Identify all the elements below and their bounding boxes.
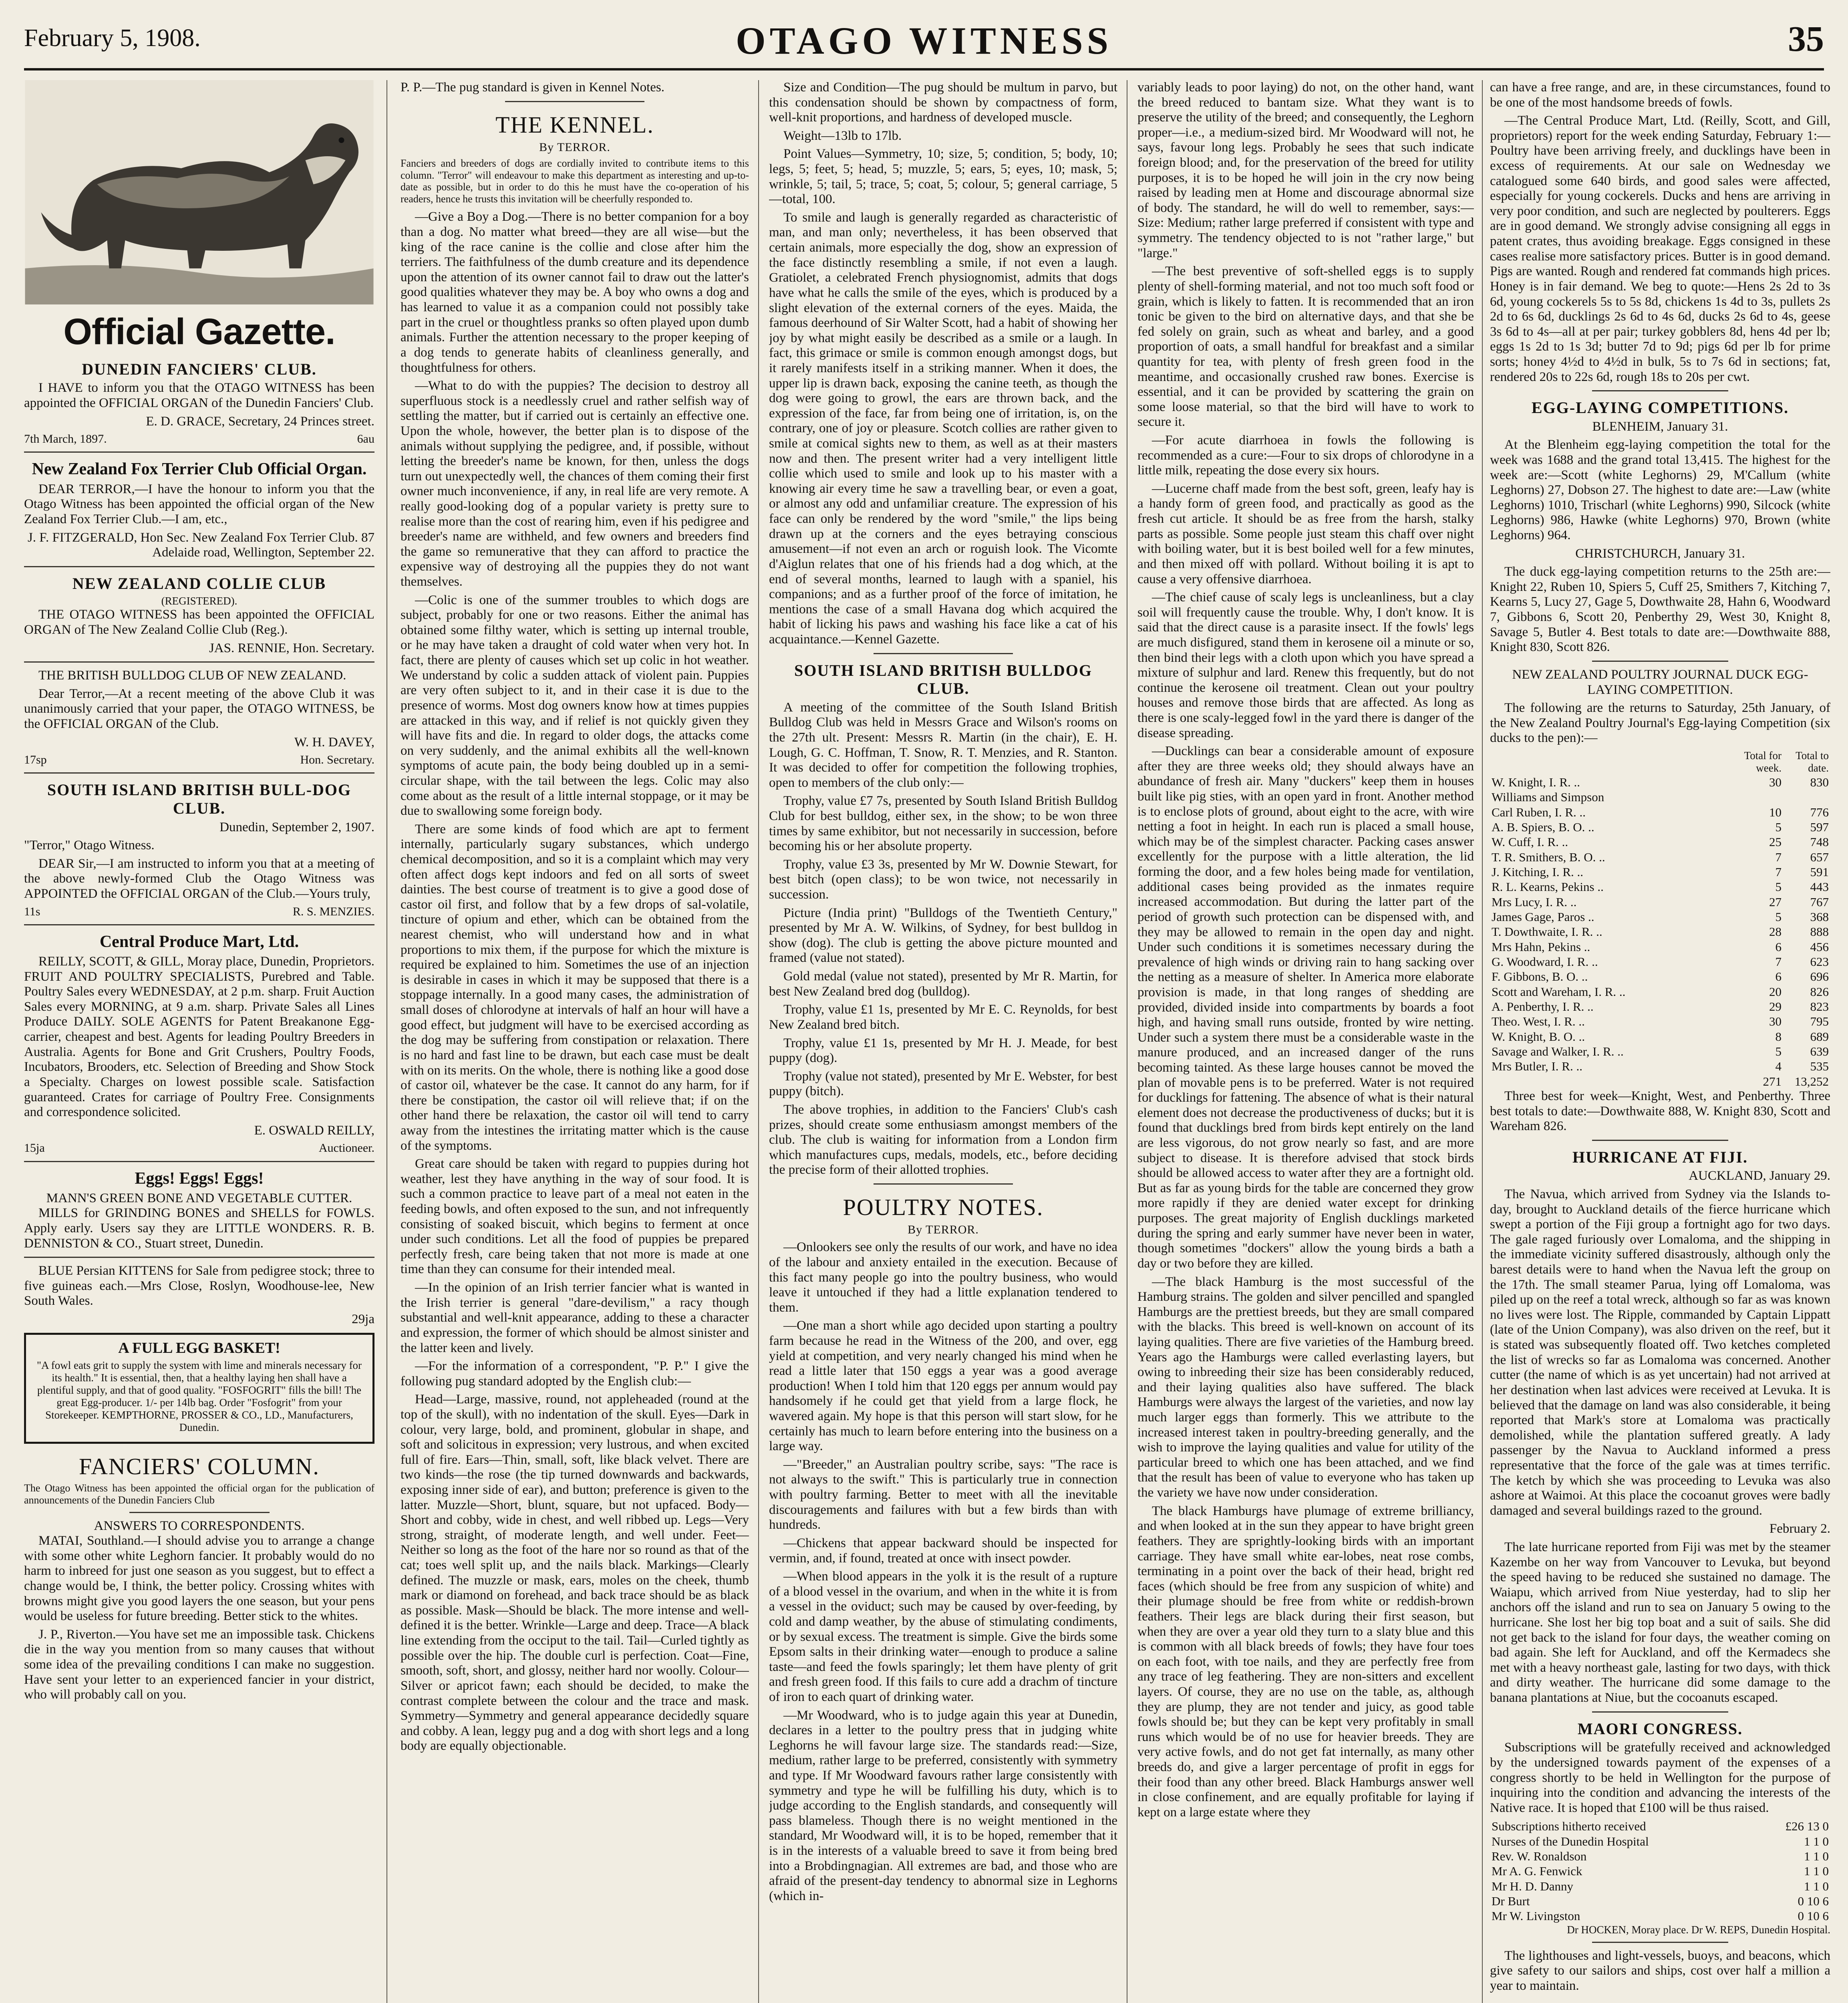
table-row [1490,1014,1830,1029]
poultry-paragraph: The black Hamburgs have plumage of extreme brilliancy, and when looked at in the sun they appear to have bright green feathers. They are sprightly-looking birds with an important carriage. They have small white ear-lobes, neat rose combs, terminating in a point over the back of their head, bright red faces (which should be free from any suspicion of white) and their plumage should be free from white or reddish-brown feathers. Their legs are black during their first season, but when they are over a year old they turn to a slaty blue and this is common with all black breeds of fowls; they have four toes on each foot, with toe nails, and they are perfectly free from any trace of leg feathering. They are non-sitters and excellent layers. Of course, they are no use on the table, as, although they are plump, they are not tender and juicy, as good table fowls should be; but they can be kept very profitably in small runs which would be of no use for heavier breeds. They are very active fowls, and do not get fat internally, as many other breeds do, and give a larger percentage of profit in eggs for their food than any other breed. Black Hamburgs answer well in close confinement, and are equally profitable for laying if kept on a large estate where they [1137,1503,1474,1820]
dunedin-fanciers-notice: I HAVE to inform you that the OTAGO WITNESS has been appointed the OFFICIAL ORGAN of the Dunedin Fanciers' Club. [24,381,374,411]
hurricane-heading: HURRICANE AT FIJI. [1572,1148,1748,1166]
table-body [1490,775,1830,1074]
week-total: 28 [1769,925,1782,939]
si-bulldog-heading: SOUTH ISLAND BRITISH BULL-DOG CLUB. [47,781,352,818]
poultry-paragraph: variably leads to poor laying) do not, on the other hand, want the breed reduced to bantam size. What they want is to preserve the utility of the breed; and consequently, the Leghorn proper—i.e., a medium-sized bird. Mr Woodward will not, he says, favour long legs. Probably he sees that such indicate foreign blood; and, for the preservation of the breed for utility purposes, it is to be hoped he will join in the cry now being raised by leading men at Home and discourage abnormal size of body. The standard, he will do well to remember, says:—Size: Medium; rather large preferred if consistent with type and symmetry. The tendency objected to is not "rather large," but "large." [1137,80,1474,260]
date-total: 826 [1810,984,1829,999]
fanciers-column-heading: FANCIERS' COLUMN. [79,1453,320,1480]
subscription-amount: 1 1 0 [1804,1879,1829,1893]
kennel-notice: Fanciers and breeders of dogs are cordially invited to contribute items to this column. "Terror" will endeavour to make this department as interesting and up-to-date as possible, but in order to do this he must have the co-operation of his readers, hence he trusts this invitation will be cheerfully responded to. [401,157,749,205]
subscriber-name: Rev. W. Ronaldson [1492,1849,1587,1863]
date-total: 443 [1810,880,1829,894]
subscription-amount: £26 13 0 [1785,1819,1829,1834]
column-rule [758,80,759,2003]
table-row [1490,924,1830,939]
column-3 [769,80,1117,2003]
collie-club-registered: (REGISTERED). [161,595,238,607]
lighthouse-paragraph: The lighthouses and light-vessels, buoys, and beacons, which give safety to our sailors and ships, cost over half a million a year to maintain. [1490,1948,1830,1993]
collie-dog-image [24,80,374,304]
divider [874,653,1013,654]
insertion-code: 6au [357,432,374,446]
competitor-name: W. Cuff, I. R. .. [1492,835,1568,849]
insertion-code: 11s [24,905,40,918]
week-total: 30 [1769,1014,1782,1029]
poultry-notes-heading: POULTRY NOTES. [843,1194,1044,1221]
subscription-row [1490,1849,1830,1864]
hurricane-report-2: The late hurricane reported from Fiji was met by the steamer Kazembe on her way from Vancouver to Levuka, but beyond the speed having to be reduced she sustained no damage. The Waiapu, which arrived from Niue yesterday, had to slip her anchors off the island and run to sea on January 5 owing to the hurricane. She lost her big top boat and a suit of sails. She did not get back to the island for four days, the weather coming on bad again. She left for Auckland, and off the Kermadecs she met with a heavy northeast gale, lasting for two days, with thick and dirty weather. The hurricane did some damage to the banana plantations at Niue, but the cocoanuts escaped. [1490,1540,1830,1705]
answer-matai: MATAI, Southland.—I should advise you to arrange a change with some other white Leghorn fancier. It probably would do no harm to inbreed for just one season as you suggest, but to effect a change would be, I think, the better policy. Crossing whites with browns might give you good layers the one season, but your pens would be useless for future breeding. Better stick to the whites. [24,1533,374,1624]
competitor-name: Scott and Wareham, I. R. .. [1492,984,1626,999]
competitor-name: W. Knight, B. O. .. [1492,1029,1585,1044]
competitor-name: Mrs Hahn, Pekins .. [1492,939,1590,954]
date-total [1783,790,1830,804]
date-total: 748 [1810,835,1829,849]
table-row [1490,790,1830,804]
si-bulldog-footer [24,905,374,919]
poultry-paragraph: can have a free range, and are, in these circumstances, found to be one of the most handsome breeds of fowls. [1490,80,1830,110]
column-5 [1490,80,1830,2003]
competitor-name: A. Penberthy, I. R. .. [1492,999,1594,1014]
week-total: 30 [1769,775,1782,790]
duck-laying-table [1490,749,1830,1089]
date-total: 888 [1810,925,1829,939]
week-total [1736,790,1783,804]
kennel-paragraph: —Colic is one of the summer troubles to which dogs are subject, probably for one or two reasons. Either the animal has obtained some filthy water, which is setting up internal trouble, or he may have taken a draught of cold water when very hot. In fact, there are plenty of causes which set up colic in hot weather. We understand by colic a sudden attack of violent pain. Puppies are very often subject to it, and in their case it is due to the presence of worms. Most dog owners know how at times puppies are attacked in this way, and if relief is not quickly given they will have fits and die. In regard to older dogs, the attacks come on very suddenly, and the animal exhibits all the well-known symptoms of acute pain, the body being doubled up in a semi-circular shape, with the tail between the legs. Colic may also come about as the result of a little internal stoppage, or it may be due to swallowing some foreign body. [401,592,749,818]
kennel-paragraph: To smile and laugh is generally regarded as characteristic of man, and man only; nevertheless, it has been observed that certain animals, more especially the dog, show an expression of the face distinctly resembling a smile, if not even a laugh. Gratiolet, a celebrated French physiognomist, admits that dogs have what he calls the smile of the eyes, which is produced by a slight elevation of the external corners of the eyes. Maida, the famous deerhound of Sir Walter Scott, had a habit of showing her joy by what might easily be described as a smile or a laugh. In fact, this grimace or smile is common enough amongst dogs, but it rarely manifests itself in a striking manner. When it does, the upper lip is drawn back, exposing the canine teeth, as though the dog were going to growl, the ears are thrown back, and the expression of the face, far from being one of irritation, is, on the contrary, one of joy or pleasure. Scotch collies are rather given to smile at comical sights new to them, as well as at their masters now and then. The present writer had a very intelligent little collie which used to smile and look up to his master with a knowing air every time he saw a travelling bear, or even a goat, or almost any odd and unfamiliar creature. The expression of his face can only be rendered by the word "smile," the lips being drawn up at the corners and the eyes betraying conscious amusement—if not even an arch or roguish look. The Vicomte d'Aiglun relates that one of his friends had a dog which, at the end of several months, learned to laugh with a spaniel, his companions; and as a further proof of the force of imitation, he mentions the case of a small Havana dog which acquired the habit of licking his paws and washing his face like a cat of his acquaintance.—Kennel Gazette. [769,210,1117,647]
masthead [24,16,1824,71]
christchurch-report: The duck egg-laying competition returns to the 25th are:—Knight 22, Ruben 10, Spiers 5, Cuff 25, Smithers 7, Kitching 7, Kearns 5, Lucy 27, Gage 5, Dowthwaite 28, Hahn 6, Woodward 7, Gibbons 6, Scott 20, Penberthy 29, West 30, Knight 8, Savage 5, Butler 4. Best totals to date are:—Dowthwaite 888, Knight 830, Scott 826. [1490,564,1830,655]
week-total: 5 [1775,880,1782,894]
subscriber-name: Nurses of the Dunedin Hospital [1492,1834,1649,1848]
pug-standard: Head—Large, massive, round, not appleheaded (round at the top of the skull), with no indentation of the skull. Eyes—Dark in colour, very large, bold, and prominent, globular in shape, and soft and solicitous in expression; very lustrous, and when excited full of fire. Ears—Thin, small, soft, like black velvet. There are two kinds—the rose (the tip turned downwards and backwards, exposing inner side of ear), and button; preference is given to the latter. Muzzle—Short, blunt, square, but not upfaced. Body—Short and cobby, wide in chest, and well ribbed up. Legs—Very strong, straight, of moderate length, and well under. Feet—Neither so long as the foot of the hare nor so round as that of the cat; toes well split up, and the nails black. Markings—Clearly defined. The muzzle or mask, ears, moles on the cheek, thumb mark or diamond on forehead, and back trace should be as black as possible. Mask—Should be black. The more intense and well-defined it is the better. Wrinkle—Large and deep. Trace—A black line extending from the occiput to the tail. Tail—Curled tightly as possible over the hip. The double curl is perfection. Coat—Fine, smooth, soft, short, and glossy, neither hard nor woolly. Colour—Silver or apricot fawn; each should be decided, to make the contrast complete between the colour and the trace and mask. Symmetry—Symmetry and general appearance decidedly square and cobby. A lean, leggy pug and a dog with short legs and a long body are equally objectionable. [401,1392,749,1753]
nzpj-heading: NEW ZEALAND POULTRY JOURNAL DUCK EGG-LAYING COMPETITION. [1512,667,1808,697]
poultry-paragraph: —Mr Woodward, who is to judge again this year at Dunedin, declares in a letter to the poultry press that in judging white Leghorns he will favour large size. The standards read:—Size, medium, rather large to be preferred, consistently with symmetry and type. If Mr Woodward favours rather large consistently with symmetry and type he will be fulfilling his duty, which is to judge according to the English standards, and consequently will pass blameless. Though there is no weight mentioned in the standard, Mr Woodward will, it is to be hoped, remember that it is in the interests of a valuable breed to save it from being bred into a Brobdingnagian. All extremes are bad, and those who are afraid of the present-day tendency to abnormal size in Leghorns (which in- [769,1708,1117,1903]
competitor-name: Savage and Walker, I. R. .. [1492,1044,1624,1058]
date-total: 696 [1810,969,1829,984]
central-produce-heading: Central Produce Mart, Ltd. [99,932,299,951]
column-1 [24,80,374,2003]
dunedin-fanciers-footer [24,432,374,446]
divider [505,101,644,102]
si-bulldog-addressee: "Terror," Otago Witness. [24,838,155,853]
dunedin-fanciers-signature: E. D. GRACE, Secretary, 24 Princes street. [146,414,374,429]
competitor-name: R. L. Kearns, Pekins .. [1492,880,1604,894]
poultry-paragraph: —One man a short while ago decided upon starting a poultry farm because he read in the Witness of the 200, and over, egg yield at competition, and very nearly changed his mind when he read a little later that 150 eggs a year was a good average production! When I told him that 120 eggs per annum would pay handsomely if he could get that yield from a large flock, he wavered again. My hope is that this person will start slow, for he certainly has much to learn before entering into the business on a large way. [769,1318,1117,1454]
competitor-name: T. Dowthwaite, I. R. .. [1492,925,1602,939]
table-row [1490,1059,1830,1074]
subscriber-name: Mr W. Livingston [1492,1909,1580,1923]
competitor-name: A. B. Spiers, B. O. .. [1492,820,1594,834]
competitor-name: Mrs Lucy, I. R. .. [1492,895,1577,909]
signature: R. S. MENZIES. [292,905,374,918]
date-total: 368 [1810,910,1829,924]
collie-club-signature: JAS. RENNIE, Hon. Secretary. [209,641,374,655]
insertion-code: 15ja [24,1141,45,1155]
eggs-advert-text: MILLS for GRINDING BONES and SHELLS for FOWLS. Apply early. Users say they are LITTLE WONDERS. R. B. DENNISTON & CO., Stuart street, Dunedin. [24,1206,374,1251]
kennel-paragraph: There are some kinds of food which are apt to ferment internally, particularly sugary substances, which undergo chemical decomposition, and so it is a complaint which may very often affect dogs kept indoors and fed on all sorts of sweet dainties. The best course of treatment is to give a good dose of castor oil first, and follow that by a few drops of sal-volatile, tincture of opium and ether, which can be obtained from the nearest chemist, who will understand how and in what proportions to mix them, if the purpose for which the mixture is required be explained to him. Sometimes the use of an injection is desirable in cases in which it may be supposed that there is a stoppage internally. In a good many cases, the administration of small doses of chlorodyne at intervals of half an hour will have a good effect, but judgment will have to be exercised according as the dog may be suffering from constipation or relaxation. There is no hard and fast line to be drawn, but each case must be dealt with on its merits. On the whole, there is nothing like a good dose of castor oil, whatever be the case. It cannot do any harm, for if there be constipation, the castor oil will relieve that; if on the other hand there be relaxation, the castor oil will tend to carry away from the intestines the irritating matter which is the cause of the symptoms. [401,822,749,1153]
divider [1592,1942,1728,1943]
bulldog-club-footer [24,753,374,767]
divider [24,1161,374,1162]
subscription-row [1490,1834,1830,1849]
week-total: 6 [1775,939,1782,954]
dunedin-fanciers-heading: DUNEDIN FANCIERS' CLUB. [82,360,317,378]
collie-club-heading: NEW ZEALAND COLLIE CLUB [72,574,326,592]
subscription-amount: 1 1 0 [1804,1834,1829,1848]
poultry-paragraph: —The chief cause of scaly legs is uncleanliness, but a clay soil will frequently cause the trouble. Why, I don't know. It is said that the direct cause is a parasite insect. If the fowls' legs are much disfigured, stand them in kerosene oil a minute or so, then bind their legs with a cloth upon which you have spread a mixture of sulphur and lard. Renew this frequently, but do not continue the kerosene oil treatment. Clean out your poultry houses and remove those birds that are affected. As long as there is one scaly-legged fowl in the yard there is danger of the disease spreading. [1137,590,1474,740]
pug-note: P. P.—The pug standard is given in Kennel Notes. [401,80,665,95]
notice-date: 7th March, 1897. [24,432,107,446]
blenheim-dateline: BLENHEIM, January 31. [1592,419,1728,434]
produce-mart-report: —The Central Produce Mart, Ltd. (Reilly, Scott, and Gill, proprietors) report for the week ending Saturday, February 1:—Poultry have been arriving freely, and ducklings have been in excess of requirements. At our sale on Wednesday we catalogued some 640 birds, and good sales were affected, especially for young cockerels. Ducks and hens are arriving in very poor condition, and such are neglected by poulterers. Eggs are in good demand. We strongly advise consigning all eggs in patent crates, thus avoiding breakage. Eggs consigned in these cases realise more satisfactory prices. Butter is in good demand. Pigs are wanted. Rough and rendered fat commands high prices. Honey is in fair demand. We beg to quote:—Hens 2s 2d to 3s 6d, young cockerels 5s to 5s 8d, chickens 1s 4d to 3s, pullets 2s 2d to 6s 6d, ducklings 2s 6d to 4s 6d, ducks 2s 6d to 4s, geese 3s 6d to 4s—all at per pair; turkey gobblers 8d, hens 4d per lb; eggs 1s 2d to 1s 3d; butter 7d to 9d; pigs 6d per lb for prime sorts; honey 4½d to 4½d in bulk, 5s to 7s 6d in sections; fat, rendered 20s to 22s 6d, rough 18s to 20s per cwt. [1490,113,1830,384]
divider [1592,1711,1728,1713]
week-total: 5 [1775,820,1782,834]
pug-point-values: Point Values—Symmetry, 10; size, 5; condition, 5; body, 10; legs, 5; feet, 5; head, 5; muzzle, 5; ears, 5; eyes, 10; mask, 5; wrinkle, 5; tail, 5; trace, 5; coat, 5; colour, 5; general carriage, 5—total, 100. [769,147,1117,207]
competitor-name: Carl Ruben, I. R. .. [1492,805,1586,819]
subscription-row [1490,1908,1830,1923]
subscription-row [1490,1819,1830,1834]
club-paragraph: Picture (India print) "Bulldogs of the Twentieth Century," presented by Mr A. W. Wilkins, of Sydney, for best bulldog in show (dog). The club is getting the above picture mounted and framed (value not stated). [769,905,1117,965]
week-total: 7 [1775,850,1782,864]
week-total: 4 [1775,1059,1782,1074]
table-row [1490,805,1830,820]
subscriber-name: Subscriptions hitherto received [1492,1819,1646,1834]
maori-congress-signature: Dr HOCKEN, Moray place. Dr W. REPS, Dunedin Hospital. [1567,1923,1830,1936]
competitor-name: Theo. West, I. R. .. [1492,1014,1585,1029]
divider [24,661,374,663]
week-total: 10 [1769,805,1782,819]
si-bulldog-letter: DEAR Sir,—I am instructed to inform you that at a meeting of the above newly-formed Club the Otago Witness was APPOINTED the OFFICIAL ORGAN of the Club.—Yours truly, [24,856,374,901]
table-row [1490,864,1830,879]
collie-dog-illustration [24,80,374,304]
table-row [1490,879,1830,894]
kennel-paragraph: —For the information of a correspondent, "P. P." I give the following pug standard adopted by the English club:— [401,1359,749,1388]
week-total: 7 [1775,865,1782,879]
kennel-heading: THE KENNEL. [495,111,654,138]
bulldog-club-letter: Dear Terror,—At a recent meeting of the above Club it was unanimously carried that your paper, the OTAGO WITNESS, be the OFFICIAL ORGAN of the Club. [24,686,374,731]
table-row [1490,820,1830,834]
table-row [1490,834,1830,849]
week-total: 8 [1775,1029,1782,1044]
table-row [1490,939,1830,954]
divider [24,1257,374,1258]
club-paragraph: Trophy, value £3 3s, presented by Mr W. Downie Stewart, for best bitch (open class); to be won twice, not necessarily in succession. [769,857,1117,902]
bulldog-club-signature: W. H. DAVEY, [294,735,374,750]
maori-congress-heading: MAORI CONGRESS. [1577,1719,1743,1738]
table-total-date: 13,252 [1794,1074,1829,1088]
competitor-name: Mrs Butler, I. R. .. [1492,1059,1582,1074]
competitor-name: James Gage, Paros .. [1492,910,1594,924]
week-total: 20 [1769,984,1782,999]
date-total: 535 [1810,1059,1829,1074]
answer-riverton: J. P., Riverton.—You have set me an impossible task. Chickens die in the way you mention from so many causes that without some idea of the prevailing conditions I can make no suggestion. Have sent your letter to an experienced fancier in your district, who will probably call on you. [24,1627,374,1702]
competitor-name: F. Gibbons, B. O. .. [1492,969,1588,984]
signature-title: Hon. Secretary. [300,753,374,767]
egg-basket-text: "A fowl eats grit to supply the system with lime and minerals necessary for its health." It is essential, then, that a healthy laying hen shall have a plentiful supply, and that of good quality. "FOSFOGRIT" fills the bill! The great Egg-producer. 1/- per 14lb bag. Order "Fosfogrit" from your Storekeeper. KEMPTHORNE, PROSSER & CO., LD., Manufacturers, Dunedin. [36,1359,362,1434]
si-bulldog-date: Dunedin, September 2, 1907. [219,820,374,834]
kennel-paragraph: Great care should be taken with regard to puppies during hot weather, lest they have anything in the way of sour food. It is such a common practice to leave part of a meal not eaten in the feeding bowls, and often exposed to the sun, and not infrequently consisting of soaked biscuit, which begins to ferment at once under such conditions. Let all the food of puppies be prepared perfectly fresh, care being taken that not more is made at one time than they can consume for their intended meal. [401,1157,749,1277]
poultry-paragraph: —The best preventive of soft-shelled eggs is to supply plenty of shell-forming material, and not too much soft food or grain, which is likely to fatten. It is recommended that an iron tonic be given to the bird on alternative days, and that she be fed solely on grain, such as wheat and barley, and a good proportion of oats, a small handful for breakfast and a similar quantity for tea, with plenty of fresh green food in the meantime, and occasionally crushed raw bones. Exercise is essential, and it can be provided by scattering the grain on some loose material, so that the bird will have to work to secure it. [1137,264,1474,429]
poultry-paragraph: —The black Hamburg is the most successful of the Hamburg strains. The golden and silver pencilled and spangled Hamburgs are the prettiest breeds, but they are small compared with the blacks. This breed is well-known on account of its laying qualities. There are five varieties of the Hamburg breed. Years ago the Hamburgs were called everlasting layers, but owing to inbreeding their size has been considerably reduced, and their laying qualities also have suffered. The black Hamburgs were always the largest of the varieties, and now lay much larger eggs than formerly. This we attribute to the increased interest taken in poultry-breeding generally, and the wish to improve the laying qualities and value for utility of the particular breed to which one has been attached, and we find that the result has been of value to everyone who has taken up the variety we have now under consideration. [1137,1274,1474,1500]
column-2 [401,80,749,2003]
hurricane-dateline: AUCKLAND, January 29. [1689,1169,1830,1183]
table-note: Three best for week—Knight, West, and Penberthy. Three best totals to date:—Dowthwaite 888, W. Knight 830, Scott and Wareham 826. [1490,1088,1830,1134]
signature-title: Auctioneer. [318,1141,374,1155]
table-header-blank [1490,749,1736,775]
kennel-paragraph: —In the opinion of an Irish terrier fancier what is wanted in the Irish terrier is general "dare-devilism," a racy though substantial and well-knit appearance, adding to these a character and expression, the former of which should be almost sinister and the latter keen and lively. [401,1280,749,1355]
subscriber-name: Mr A. G. Fenwick [1492,1864,1582,1878]
subscription-amount: 0 10 6 [1798,1909,1829,1923]
poultry-paragraph: —Chickens that appear backward should be inspected for vermin, and, if found, treated at once with insect powder. [769,1535,1117,1566]
central-produce-signature: E. OSWALD REILLY, [254,1123,374,1138]
date-total: 767 [1810,895,1829,909]
fox-terrier-heading: New Zealand Fox Terrier Club Official Organ. [32,460,367,479]
competitor-name: J. Kitching, I. R. .. [1492,865,1584,879]
hurricane-report: The Navua, which arrived from Sydney via the Islands to-day, brought to Auckland details of the fierce hurricane which swept a portion of the Fiji group a fortnight ago for two days. The gale raged furiously over Lomaloma, and the shipping in the immediate vicinity suffered disastrously, although only the barest details were to hand when the Navua left the group on the 17th. The small steamer Parua, lying off Lomaloma, was piled up on the reef a total wreck, although so far as was known no lives were lost. The Ripple, commanded by Captain Lippatt (late of the Union Company), was also driven on the reef, but it is stated was subsequently floated off. Two ketches completed the list of wrecks so far as Lomaloma was concerned. Another cutter (the name of which is as yet uncertain) had not arrived at her destination when last advices were received at Levuka. It is believed that the damage on land was also considerable, it being reported that Mark's store at Lomaloma was practically demolished, while the plantation suffered greatly. A lady passenger by the Navua to Auckland informed a press representative that the force of the gale was at times terrific. The ketch by which she was proceeding to Levuka was also ashore at Waimoi. At this place the cocoanut groves were badly damaged and several buildings razed to the ground. [1490,1187,1830,1518]
club-paragraph: Trophy, value £1 1s, presented by Mr H. J. Meade, for best puppy (dog). [769,1036,1117,1066]
table-row [1490,850,1830,864]
kennel-paragraph: —What to do with the puppies? The decision to destroy all superfluous stock is a needlessly cruel and rather selfish way of settling the matter, but if carried out is certainly an effective one. Upon the whole, however, the better plan is to dispose of the animals without supplying the pedigree, and, if possible, without letting the breeder's name be known, for then, unless the dogs turn out unexpectedly well, the chances of them coming their first owner much inconvenience, if any, in real life are very remote. A really good-looking dog of a popular variety is pretty sure to realise more than the cost of rearing him, even if his pedigree and breeder's name are withheld, and few owners and breeders find the game so remunerative that they can afford to practice the expensive way of destroying all the puppies they do not want themselves. [401,379,749,589]
column-4 [1137,80,1474,2003]
date-total: 830 [1810,775,1829,790]
egg-basket-advert [24,1333,374,1444]
eggs-advert-subheading: MANN'S GREEN BONE AND VEGETABLE CUTTER. [46,1191,352,1205]
table-row [1490,999,1830,1014]
subscription-amount: 0 10 6 [1798,1894,1829,1908]
fox-terrier-notice: DEAR TERROR,—I have the honour to inform you that the Otago Witness has been appointed the official organ of the New Zealand Fox Terrier Club.—I am, etc., [24,482,374,526]
maori-congress-text: Subscriptions will be gratefully received and acknowledged by the undersigned towards payment of the expenses of a congress shortly to be held in Wellington for the purpose of inquiring into the condition and advancing the interests of the Native race. It is hoped that £100 will be thus raised. [1490,1740,1830,1815]
subscription-row [1490,1879,1830,1894]
week-total: 5 [1775,910,1782,924]
subscription-amount: 1 1 0 [1804,1849,1829,1863]
date-total: 823 [1810,999,1829,1014]
table-total-week: 271 [1763,1074,1782,1088]
divider [24,924,374,925]
date-total: 657 [1810,850,1829,864]
central-produce-advert: REILLY, SCOTT, & GILL, Moray place, Dunedin, Proprietors. FRUIT AND POULTRY SPECIALISTS, Purebred and Table. Poultry Sales every WEDNESDAY, at 2 p.m. sharp. Fruit Auction Sales every MORNING, at 9 a.m. sharp. Private Sales all Lines Produce DAILY. SOLE AGENTS for Patent Breakanone Egg-carrier, cheapest and best. Agents for leading Poultry Breeders in Australia. Agents for Bone and Grit Crushers, Poultry Foods, Incubators, Brooders, etc. Selection of Breeding and Show Stock a Specialty. Charges on lowest possible scale. Satisfaction guaranteed. Crates for carriage of Poultry Free. Consignments and correspondence solicited. [24,954,374,1120]
egg-basket-title: A FULL EGG BASKET! [118,1339,280,1356]
date-total: 639 [1810,1044,1829,1058]
divider [24,772,374,774]
date-total: 689 [1810,1029,1829,1044]
newspaper-title: OTAGO WITNESS [735,19,1113,62]
subscription-amount: 1 1 0 [1804,1864,1829,1878]
poultry-paragraph: —Ducklings can bear a considerable amount of exposure after they are three weeks old; they should always have an abundance of fresh air. Many "duckers" keep them in houses built like pig sties, with an open yard in front. Another method is to enclose plots of ground, about eight to the acre, with wire netting a foot in height. In each run is placed a small house, which may be of the simplest character. Packing cases answer excellently for the purpose with a little alteration, the lid forming the door, and a few holes being made for ventilation, additional cases being provided as the inmates require increased accommodation. But during the latter part of the period of growth such protection can be dispensed with, and they may be allowed to remain in the open day and night. Under such conditions it is sometimes necessary during the prevalence of high winds or driving rain to hang sacking over the netting as a measure of shelter. In America more elaborate provision is made, in that long ranges of shedding are provided, divided inside into compartments by boards a foot high, and having small runs outside, fronted by wire netting. Under such a system there must be a considerable waste in the manure produced, and an increased danger of the runs becoming tainted. As these large houses cannot be moved the plan of movable pens is to be preferred. Water is not required for ducklings for fattening. The absence of what is their natural element does not decrease the productiveness of ducks; but it is found that ducklings bred from birds kept entirely on the land are less vigorous, do not grow nearly so fast, and are more subject to disease. It is therefore advised that stock birds should be allowed access to water after they are a fortnight old. But as far as young birds for the table are concerned they grow more rapidly if they are denied water except for drinking purposes. The great majority of English ducklings marketed during the spring and early summer have never been in water, though sometimes "dockers" allow the young birds a bath a day or two before they are killed. [1137,744,1474,1271]
poultry-paragraph: —"Breeder," an Australian poultry scribe, says: "The race is not always to the swift." This is particularly true in connection with poultry farming. Better to meet with all the inevitable discouragements and failures with but a few birds than with hundreds. [769,1457,1117,1532]
divider [1592,1140,1728,1141]
week-total: 5 [1775,1044,1782,1058]
hurricane-dateline-2: February 2. [1769,1521,1830,1536]
date-total: 795 [1810,1014,1829,1029]
competitor-name: G. Woodward, I. R. .. [1492,955,1598,969]
table-header-date: Total to date. [1796,749,1829,774]
table-row [1490,1044,1830,1059]
insertion-code: 29ja [352,1312,374,1326]
fanciers-column-note: The Otago Witness has been appointed the official organ for the publication of announcements of the Dunedin Fanciers Club [24,1482,374,1506]
kennel-byline: By TERROR. [539,140,610,154]
blenheim-report: At the Blenheim egg-laying competition the total for the week was 1688 and the grand total 13,415. The highest for the week are:—Scott (white Leghorns) 29, M'Callum (white Leghorns) 27, Dobson 27. The highest to date are:—Law (white Leghorns) 1010, Trischarl (white Leghorns) 990, Silcock (white Leghorns) 986, Hawke (white Leghorns) 970, Brown (white Leghorns) 964. [1490,437,1830,543]
date-total: 456 [1810,939,1829,954]
divider [24,451,374,453]
column-rule [1482,80,1483,2003]
fox-terrier-signature: J. F. FITZGERALD, Hon Sec. New Zealand Fox Terrier Club. 87 Adelaide road, Wellington, September 22. [27,530,374,560]
subscription-row [1490,1864,1830,1878]
table-row [1490,954,1830,969]
week-total: 6 [1775,969,1782,984]
week-total: 27 [1769,895,1782,909]
date-total: 597 [1810,820,1829,834]
kennel-paragraph: —Give a Boy a Dog.—There is no better companion for a boy than a dog. No matter what breed—they are all wise—but the king of the race canine is the collie and close after him the terriers. The faithfulness of the dumb creature and its dependence upon the attention of its owner cannot fail to draw out the latter's good qualities whatever they may be. A boy who owns a dog and has learned to value it as a companion could not possibly take part in the cruel or thoughtless pranks so often played upon dumb animals. Further the attention necessary to the proper keeping of a dog tends to generate habits of cleanliness generally, and thoughtfulness for others. [401,210,749,375]
central-produce-footer [24,1141,374,1155]
poultry-paragraph: —Lucerne chaff made from the best soft, green, leafy hay is a handy form of green food, and practically as good as the fresh cut article. It should be as free from the harsh, stalky parts as possible. Some people just steam this chaff over night with boiling water, but it is best boiled well for a few minutes, and then mixed off with pollard. Without boiling it is apt to cause a very offensive diarrhoea. [1137,481,1474,586]
table-row [1490,984,1830,999]
subscriber-name: Dr Burt [1492,1894,1530,1908]
divider [874,1183,1013,1185]
si-bulldog-club-heading: SOUTH ISLAND BRITISH BULLDOG CLUB. [794,661,1092,698]
egg-laying-heading: EGG-LAYING COMPETITIONS. [1531,399,1789,417]
eggs-advert-heading: Eggs! Eggs! Eggs! [135,1169,264,1188]
divider [1592,661,1728,662]
divider [24,566,374,567]
subscriptions-body [1490,1819,1830,1923]
collie-club-notice: THE OTAGO WITNESS has been appointed the OFFICIAL ORGAN of The New Zealand Collie Club (Reg.). [24,607,374,637]
club-paragraph: Gold medal (value not stated), presented by Mr R. Martin, for best New Zealand bred dog (bulldog). [769,969,1117,999]
poultry-paragraph: —For acute diarrhoea in fowls the following is recommended as a cure:—Four to six drops of chlorodyne in a little milk, repeating the dose every six hours. [1137,433,1474,478]
poultry-paragraph: —When blood appears in the yolk it is the result of a rupture of a blood vessel in the ovarium, and when in the white it is from a vessel in the oviduct; such may be caused by over-feeding, by cold and damp weather, by the abuse of stimulating condiments, or by sexual excess. The treatment is simple. Give the birds some Epsom salts in their drinking water—enough to produce a saline taste—and feed the fowls sparingly; let them have plenty of grit and fresh green food. If this fails to cure add a drachm of tincture of iron to each quart of drinking water. [769,1569,1117,1704]
issue-date: February 5, 1908. [24,24,201,52]
week-total: 25 [1769,835,1782,849]
pug-weight: Weight—13lb to 17lb. [783,128,902,143]
club-paragraph: Trophy, value £7 7s, presented by South Island British Bulldog Club for best bulldog, either sex, in the show; to be won three times by same exhibitor, but not necessarily in succession, before becoming his or her absolute property. [769,794,1117,854]
insertion-code: 17sp [24,753,47,767]
week-total: 29 [1769,999,1782,1014]
divider [1592,390,1728,391]
bulldog-club-notice: THE BRITISH BULLDOG CLUB OF NEW ZEALAND. [38,668,346,683]
club-paragraph: The above trophies, in addition to the Fanciers' Club's cash prizes, should create some enthusiasm amongst members of the club. The club is waiting for information from a London firm which manufactures cups, medals, models, etc., before deciding the precise form of their allotted trophies. [769,1102,1117,1177]
subscriptions-table [1490,1819,1830,1923]
kittens-advert: BLUE Persian KITTENS for Sale from pedigree stock; three to five guineas each.—Mrs Close, Roslyn, Woodhouse-lee, New South Wales. [24,1263,374,1308]
table-total-label [1490,1074,1736,1089]
table-row [1490,895,1830,909]
pug-standard-cont: Size and Condition—The pug should be multum in parvo, but this condensation should be shown by compactness of form, well-knit proportions, and hardness of developed muscle. [769,80,1117,125]
week-total: 7 [1775,955,1782,969]
table-row [1490,1029,1830,1044]
club-paragraph: A meeting of the committee of the South Island British Bulldog Club was held in Messrs Grace and Wilson's rooms on the 27th ult. Present: Messrs R. Martin (in the chair), E. H. Lough, G. C. Hoffman, T. Snow, R. T. Menzies, and R. Stanton. It was decided to offer for competition the following trophies, open to members of the club only:— [769,700,1117,790]
table-header-week: Total for week. [1744,749,1782,774]
club-paragraph: Trophy, value £1 1s, presented by Mr E. C. Reynolds, for best New Zealand bred bitch. [769,1002,1117,1032]
table-total-row [1490,1074,1830,1089]
table-row [1490,909,1830,924]
poultry-notes-byline: By TERROR. [908,1223,979,1237]
subscription-row [1490,1894,1830,1908]
date-total: 623 [1810,955,1829,969]
club-paragraph: Trophy (value not stated), presented by Mr E. Webster, for best puppy (bitch). [769,1069,1117,1099]
table-row [1490,969,1830,984]
date-total: 591 [1810,865,1829,879]
competitor-name: Williams and Simpson [1492,790,1604,804]
page-number: 35 [1788,19,1824,59]
poultry-paragraph: —Onlookers see only the results of our work, and have no idea of the labour and anxiety entailed in the execution. Because of this fact many people go into the poultry business, who would leave it untouched if they had a little explanation tendered to them. [769,1240,1117,1315]
table-row [1490,775,1830,790]
competitor-name: T. R. Smithers, B. O. .. [1492,850,1605,864]
competitor-name: W. Knight, I. R. .. [1492,775,1580,790]
christchurch-dateline: CHRISTCHURCH, January 31. [1575,546,1745,561]
answers-heading: ANSWERS TO CORRESPONDENTS. [94,1518,305,1533]
nzpj-intro: The following are the returns to Saturday, 25th January, of the New Zealand Poultry Journal's Egg-laying Competition (six ducks to the pen):— [1490,701,1830,746]
divider [129,1512,270,1513]
official-gazette-heading: Official Gazette. [63,311,335,352]
table-header-row [1490,749,1830,775]
date-total: 776 [1810,805,1829,819]
subscriber-name: Mr H. D. Danny [1492,1879,1574,1893]
